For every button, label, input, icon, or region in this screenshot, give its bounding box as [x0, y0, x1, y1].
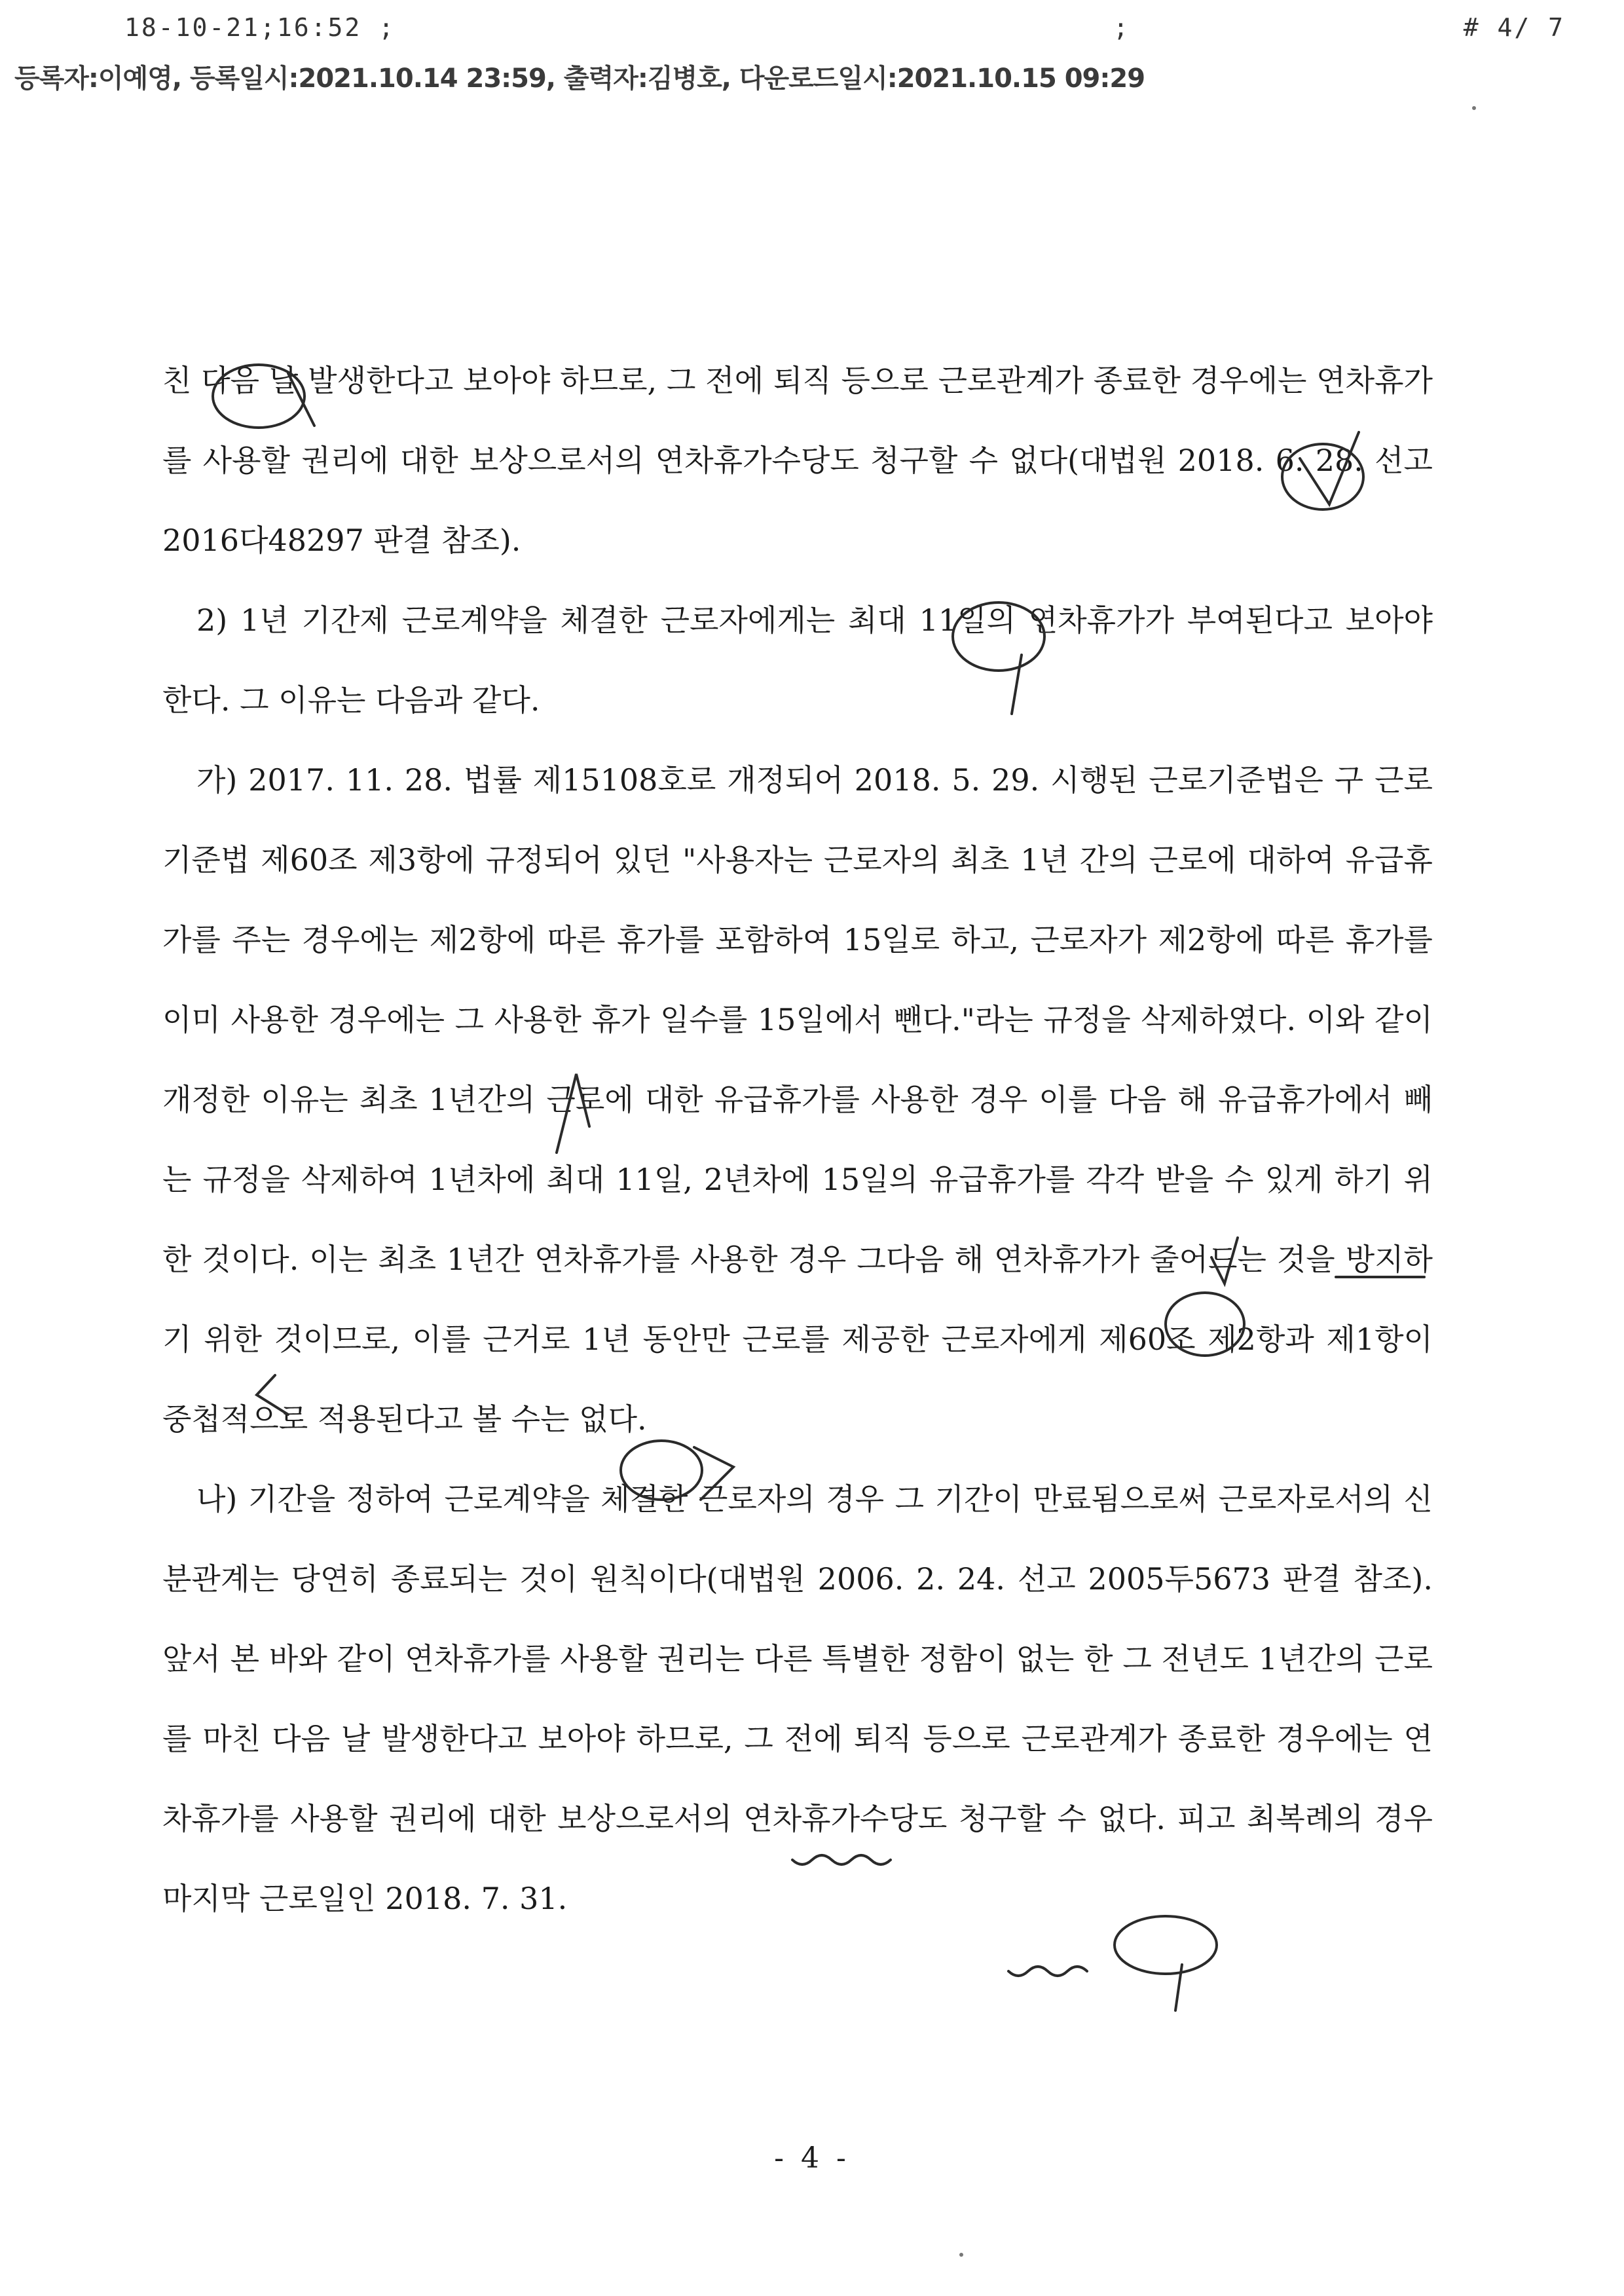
- fax-page-counter: # 4/ 7: [1463, 13, 1565, 42]
- page-number: - 4 -: [774, 2141, 850, 2175]
- paragraph-item-na: 나) 기간을 정하여 근로계약을 체결한 근로자의 경우 그 기간이 만료됨으로써 근로자로서의 신분관계는 당연히 종료되는 것이 원칙이다(대법원 2006. 2. 24. 선고 2005두5673 판결 참조). 앞서 본 바와 같이 연차휴가를 사용할 권리는 다른 특별한 정함이 없는 한 그 전년도 1년간의 근로를 마친 다음 날 발생한다고 보아야 하므로, 그 전에 퇴직 등으로 근로관계가 종료한 경우에는 연차휴가를 사용할 권리에 대한 보상으로서의 연차휴가수당도 청구할 수 없다. 피고 최복례의 경우 마지막 근로일인 2018. 7. 31.: [162, 1481, 1433, 1916]
- paragraph-item-2: 2) 1년 기간제 근로계약을 체결한 근로자에게는 최대 11일의 연차휴가가 부여된다고 보아야 한다. 그 이유는 다음과 같다.: [162, 602, 1433, 718]
- registration-stamp: 등록자:이예영, 등록일시:2021.10.14 23:59, 출력자:김병호, 다운로드일시:2021.10.15 09:29: [14, 64, 1145, 94]
- wavy-underline-mark: [1008, 1967, 1087, 1976]
- scan-speck: [959, 2253, 963, 2257]
- fax-header: [124, 13, 1565, 59]
- paragraph-item-ga: 가) 2017. 11. 28. 법률 제15108호로 개정되어 2018. 5. 29. 시행된 근로기준법은 구 근로기준법 제60조 제3항에 규정되어 있던 "사용자는 근로자의 최초 1년 간의 근로에 대하여 유급휴가를 주는 경우에는 제2항에 따른 휴가를 포함하여 15일로 하고, 근로자가 제2항에 따른 휴가를 이미 사용한 경우에는 그 사용한 휴가 일수를 15일에서 뺀다."라는 규정을 삭제하였다. 이와 같이 개정한 이유는 최초 1년간의 근로에 대한 유급휴가를 사용한 경우 이를 다음 해 유급휴가에서 빼는 규정을 삭제하여 1년차에 최대 11일, 2년차에 15일의 유급휴가를 각각 받을 수 있게 하기 위한 것이다. 이는 최초 1년간 연차휴가를 사용한 경우 그다음 해 연차휴가가 줄어드는 것을 방지하기 위한 것이므로, 이를 근거로 1년 동안만 근로를 제공한 근로자에게 제60조 제2항과 제1항이 중첩적으로 적용된다고 볼 수는 없다.: [162, 762, 1433, 1437]
- scan-speck: [1472, 106, 1476, 110]
- document-body: [162, 341, 1433, 1938]
- paragraph-continuation: 친 다음 날 발생한다고 보아야 하므로, 그 전에 퇴직 등으로 근로관계가 종료한 경우에는 연차휴가를 사용할 권리에 대한 보상으로서의 연차휴가수당도 청구할 수 없다(대법원 2018. 6. 28. 선고 2016다48297 판결 참조).: [162, 363, 1433, 558]
- fax-separator: ;: [1113, 13, 1130, 42]
- fax-timestamp: 18-10-21;16:52 ;: [124, 13, 396, 42]
- slash-mark: [1175, 1965, 1182, 2010]
